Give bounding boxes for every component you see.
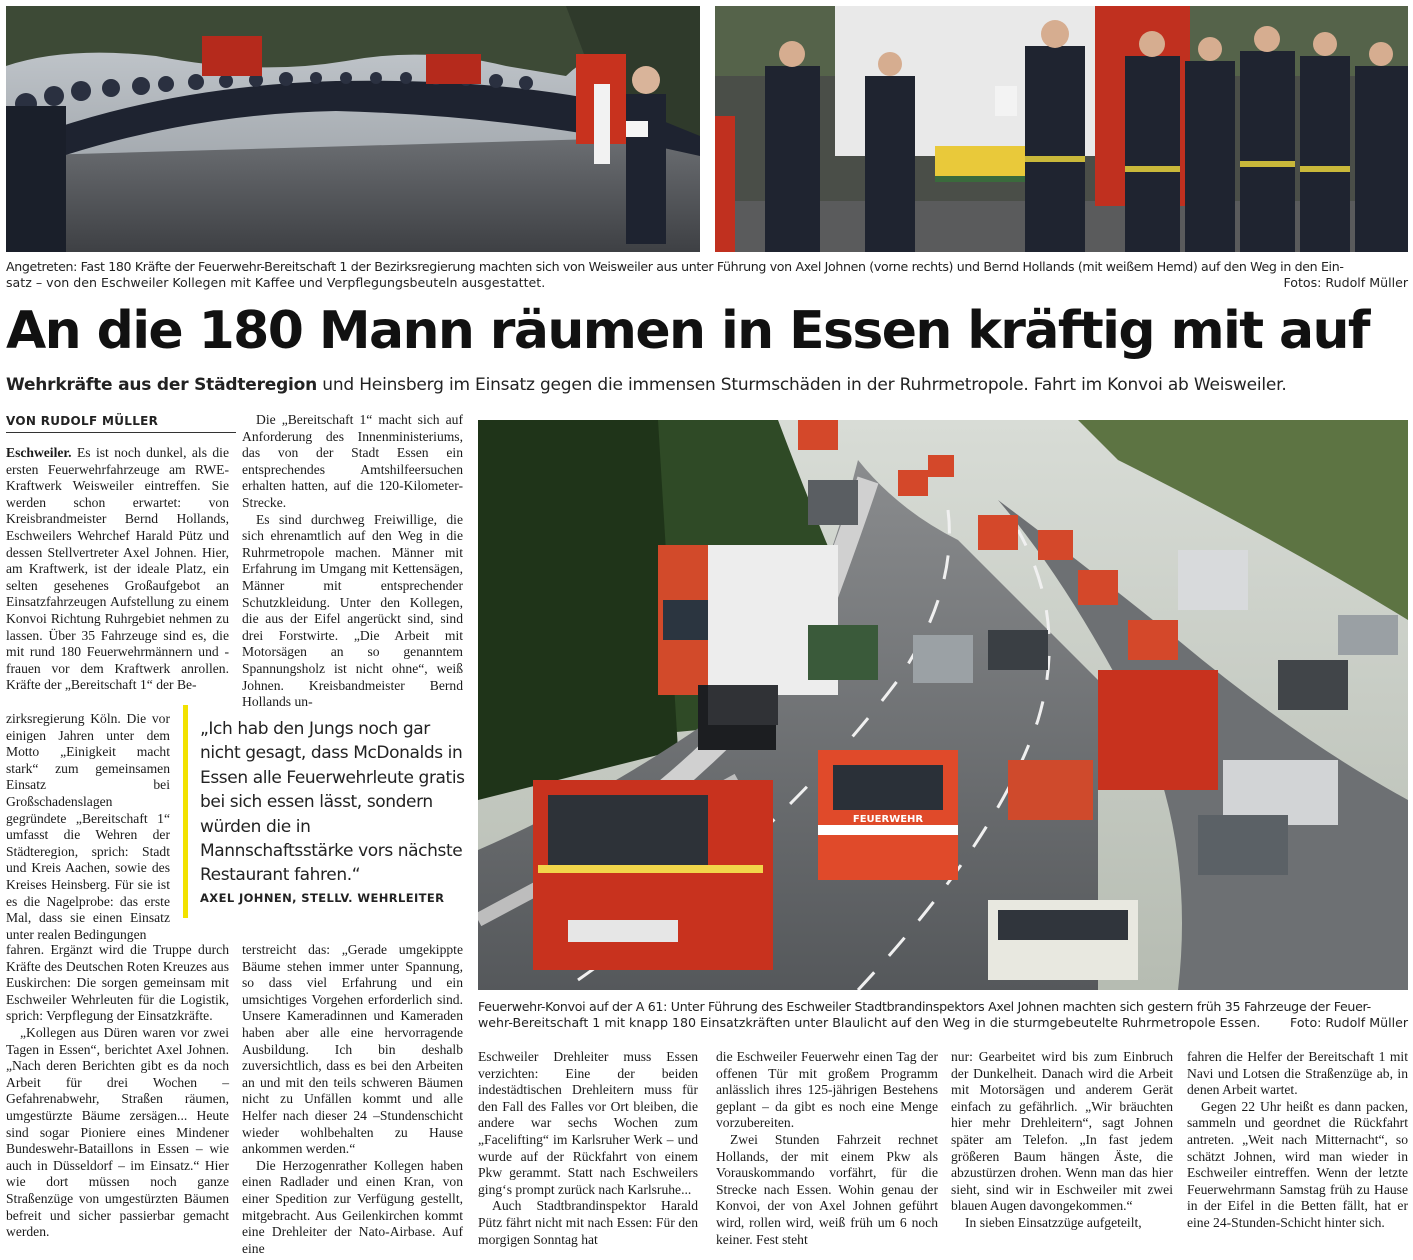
assembly-illustration [6,6,700,252]
column-1-narrow [6,711,170,943]
top-caption-line1: Angetreten: Fast 180 Kräfte der Feuerwehr-Bereitschaft 1 der Bezirksregierung machten sich von Weisweiler aus unter Führung von Axel Johnen (vorne rechts) und Bernd Hollands (mit weißem Hemd) auf den Weg in den Ein- [6,259,1344,274]
column-5 [951,1049,1173,1232]
top-caption-line2-row [6,275,1408,291]
main-caption-line2-row [478,1015,1408,1031]
col5-paragraph-1: nur: Gearbeitet wird bis zum Einbruch der Dunkelheit. Danach wird die Arbeit mit Motorsägen und anderem Gerät einfach zu gefährlich. „Wir bräuchten hier mehr Drehleitern“, sagt Johnen später am Telefon. „In fast jedem größeren Baum hängen Äste, die abzustürzen drohen. Wenn man das hier sieht, sind wir in Eschweiler mit zwei blauen Augen davongekommen.“ [951,1049,1173,1214]
col5-paragraph-2: In sieben Einsatzzüge aufgeteilt, [965,1214,1142,1230]
truck-lettering: FEUERWEHR [852,814,924,825]
col1-p1-text: Es ist noch dunkel, als die ersten Feuerwehrfahrzeuge am RWE-Kraftwerk Weisweiler eintreffen. Sie werden schon erwartet: von Kreisbrandmeister Bernd Hollands, Eschweilers Wehrchef Harald Pütz und dessen Stellvertreter Axel Johnen. Hier, am Kraftwerk, ist der ideale Platz, ein selten gesehenes Großaufgebot an Einsatzfahrzeugen Aufstellung zu einem Konvoi Richtung Ruhrgebiet nehmen zu lassen. Über 35 Fahrzeuge sind es, die mit rund 180 Feuerwehrmännern und -frauen vor dem Kraftwerk anrollen. Kräfte der „Bereitschaft 1“ der Be- [6,445,229,693]
headline: An die 180 Mann räumen in Essen kräftig mit auf [6,301,1369,361]
dateline: Eschweiler. [6,445,72,460]
top-photo-caption [6,259,1408,291]
col6-paragraph-2: Gegen 22 Uhr heißt es dann packen, sammeln und geordnet die Rückfahrt antreten. „Weit nach Mitternacht“, so schätzt Johnen, wird man wieder in Eschweiler eintreffen. Wenn der letzte Feuerwehrmann Samstag früh zu Hause in der Eifel in die Betten fällt, hat er eine 24-Stunden-Schicht hinter sich. [1187,1098,1408,1230]
top-caption-line2: satz – von den Eschweiler Kollegen mit Kaffee und Verpflegungsbeuteln ausgestattet. [6,275,546,290]
col4-paragraph-2: Zwei Stunden Fahrzeit rechnet Hollands, der mit einem Pkw als Vorauskommando vorfährt, für die Strecke nach Essen. Wohin genau der Konvoi, der von Axel Johnen geführt wird, rollen wird, weiß früh um 6 noch keiner. Fest steht [716,1131,938,1247]
column-1-bottom [6,942,229,1241]
photo-assembly [6,6,700,252]
main-photo-caption [478,999,1408,1031]
main-caption-line2: wehr-Bereitschaft 1 mit knapp 180 Einsatzkräften unter Blaulicht auf den Weg in die sturmgebeutelte Ruhrmetropole Essen. [478,1015,1261,1030]
subheadline-rest: und Heinsberg im Einsatz gegen die immensen Sturmschäden in der Ruhrmetropole. Fahrt im Konvoi ab Weisweiler. [317,375,1287,395]
column-2-top [242,412,463,711]
col1-paragraph-1 [6,445,229,694]
catering-illustration [715,6,1408,252]
convoy-illustration [478,420,1408,990]
column-3 [478,1049,698,1248]
main-caption-line1: Feuerwehr-Konvoi auf der A 61: Unter Führung des Eschweiler Stadtbrandinspektors Axel Johnen machten sich gestern früh 35 Fahrzeuge der Feuer- [478,999,1371,1014]
column-6 [1187,1049,1408,1232]
col2-paragraph-2: Es sind durchweg Freiwillige, die sich ehrenamtlich auf den Weg in die Ruhrmetropole machen. Männer mit Erfahrung im Umgang mit Kettensägen, Männer mit entsprechender Schutzkleidung. Unter den Kollegen, die aus der Eifel angerückt sind, sind drei Forstwirte. „Die Arbeit mit Motorsägen an so genanntem Spannungsholz ist nicht ohne“, weiß Johnen. Kreisbandmeister Bernd Hollands un- [242,511,463,710]
col6-paragraph-1: fahren die Helfer der Bereitschaft 1 mit Navi und Lotsen die Straßenzüge ab, in denen Arbeit wartet. [1187,1049,1408,1098]
top-caption-credit: Fotos: Rudolf Müller [1283,275,1408,290]
pull-quote-text: „Ich hab den Jungs noch gar nicht gesagt, dass McDonalds in Essen alle Feuerwehrleute gratis bei sich essen lässt, sondern würden die in Mannschaftsstärke vors nächste Restaurant fahren.“ [200,719,465,886]
col1-narrow-text: zirksregierung Köln. Die vor einigen Jahren unter dem Motto „Einigkeit macht stark“ zum gemeinsamen Einsatz bei Großschadenslagen gegründete „Bereitschaft 1“ umfasst die Wehren der Städteregion, sprich: Stadt und Kreis Aachen, sowie des Kreises Heinsberg. Für sie ist es die Nagelprobe: das erste Mal, dass sie einen Einsatz unter realen Bedingungen [6,711,170,942]
byline: VON RUDOLF MÜLLER [6,414,236,433]
pull-quote-author: AXEL JOHNEN, STELLV. WEHRLEITER [200,890,445,905]
col2-lower-paragraph-1: terstreicht das: „Gerade umgekippte Bäume stehen immer unter Spannung, so dass viel Erfahrung und ein umsichtiges Vorgehen erforderlich sind. Unsere Kameradinnen und Kameraden haben aber alle eine hervorragende Ausbildung. Ich bin deshalb zuversichtlich, dass es bei den Arbeiten an und mit den teils schweren Bäumen nicht zu Unfällen kommt und alle Helfer nach dieser 24 –Stundenschicht wieder wohlbehalten zu Hause ankommen werden.“ [242,942,463,1157]
photo-catering [715,6,1408,252]
col2-paragraph-1: Die „Bereitschaft 1“ macht sich auf Anforderung des Innenministeriums, das von der Stadt Essen ein entsprechendes Amtshilfeersuchen erhalten hatten, auf die 120-Kilometer-Strecke. [242,412,463,510]
col1-rest-text: fahren. Ergänzt wird die Truppe durch Kräfte des Deutschen Roten Kreuzes aus Euskirchen: Die sorgen gemeinsam mit Eschweiler Wehrleuten für die Logistik, sprich: Verpflegung der Einsatzkräfte. [6,942,229,1024]
col2-lower-paragraph-2: Die Herzogenrather Kollegen haben einen Radlader und einen Kran, von einer Spedition zur Verfügung gestellt, mitgebracht. Aus Geilenkirchen kommt eine Drehleiter der Nato-Airbase. Auf eine [242,1157,463,1256]
photo-convoy [478,420,1408,990]
subheadline-bold: Wehrkräfte aus der Städteregion [6,375,318,395]
column-4 [716,1049,938,1248]
col3-paragraph-2: Auch Stadtbrandinspektor Harald Pütz fährt nicht mit nach Essen: Für den morgigen Sonntag hat [478,1198,698,1247]
pull-quote [183,705,465,918]
column-2-bottom [242,942,463,1257]
col4-paragraph-1: die Eschweiler Feuerwehr einen Tag der offenen Tür mit großem Programm anlässlich ihres 125-jährigen Bestehens geplant – da gibt es noch eine Menge vorzubereiten. [716,1049,938,1131]
col1-paragraph-2: „Kollegen aus Düren waren vor zwei Tagen in Essen“, berichtet Axel Johnen. „Nach deren Berichten gibt es da noch Arbeit für drei Wochen – Gefahrenabwehr, Straßen räumen, umgestürzte Bäume zersägen... Heute sind sogar Pioniere eines Mindener Bundeswehr-Bataillons in Essen – wie auch in Düsseldorf – im Einsatz.“ Hier wie dort müssen noch ganze Straßenzüge von umgestürzten Bäumen befreit und sicher passierbar gemacht werden. [6,1024,229,1240]
subheadline [6,373,1406,397]
col3-paragraph-1: Eschweiler Drehleiter muss Essen verzichten: Eine der beiden indestädtischen Drehleitern muss für den Fall des Falles vor Ort bleiben, die andere war sechs Wochen zum „Facelifting“ im Karlsruher Werk – und wurde auf der Rückfahrt von einem Pkw gerammt. Statt nach Eschweilers ging‘s prompt zurück nach Karlsruhe... [478,1049,698,1197]
column-1-top [6,445,229,694]
main-caption-credit: Foto: Rudolf Müller [1290,1015,1408,1030]
